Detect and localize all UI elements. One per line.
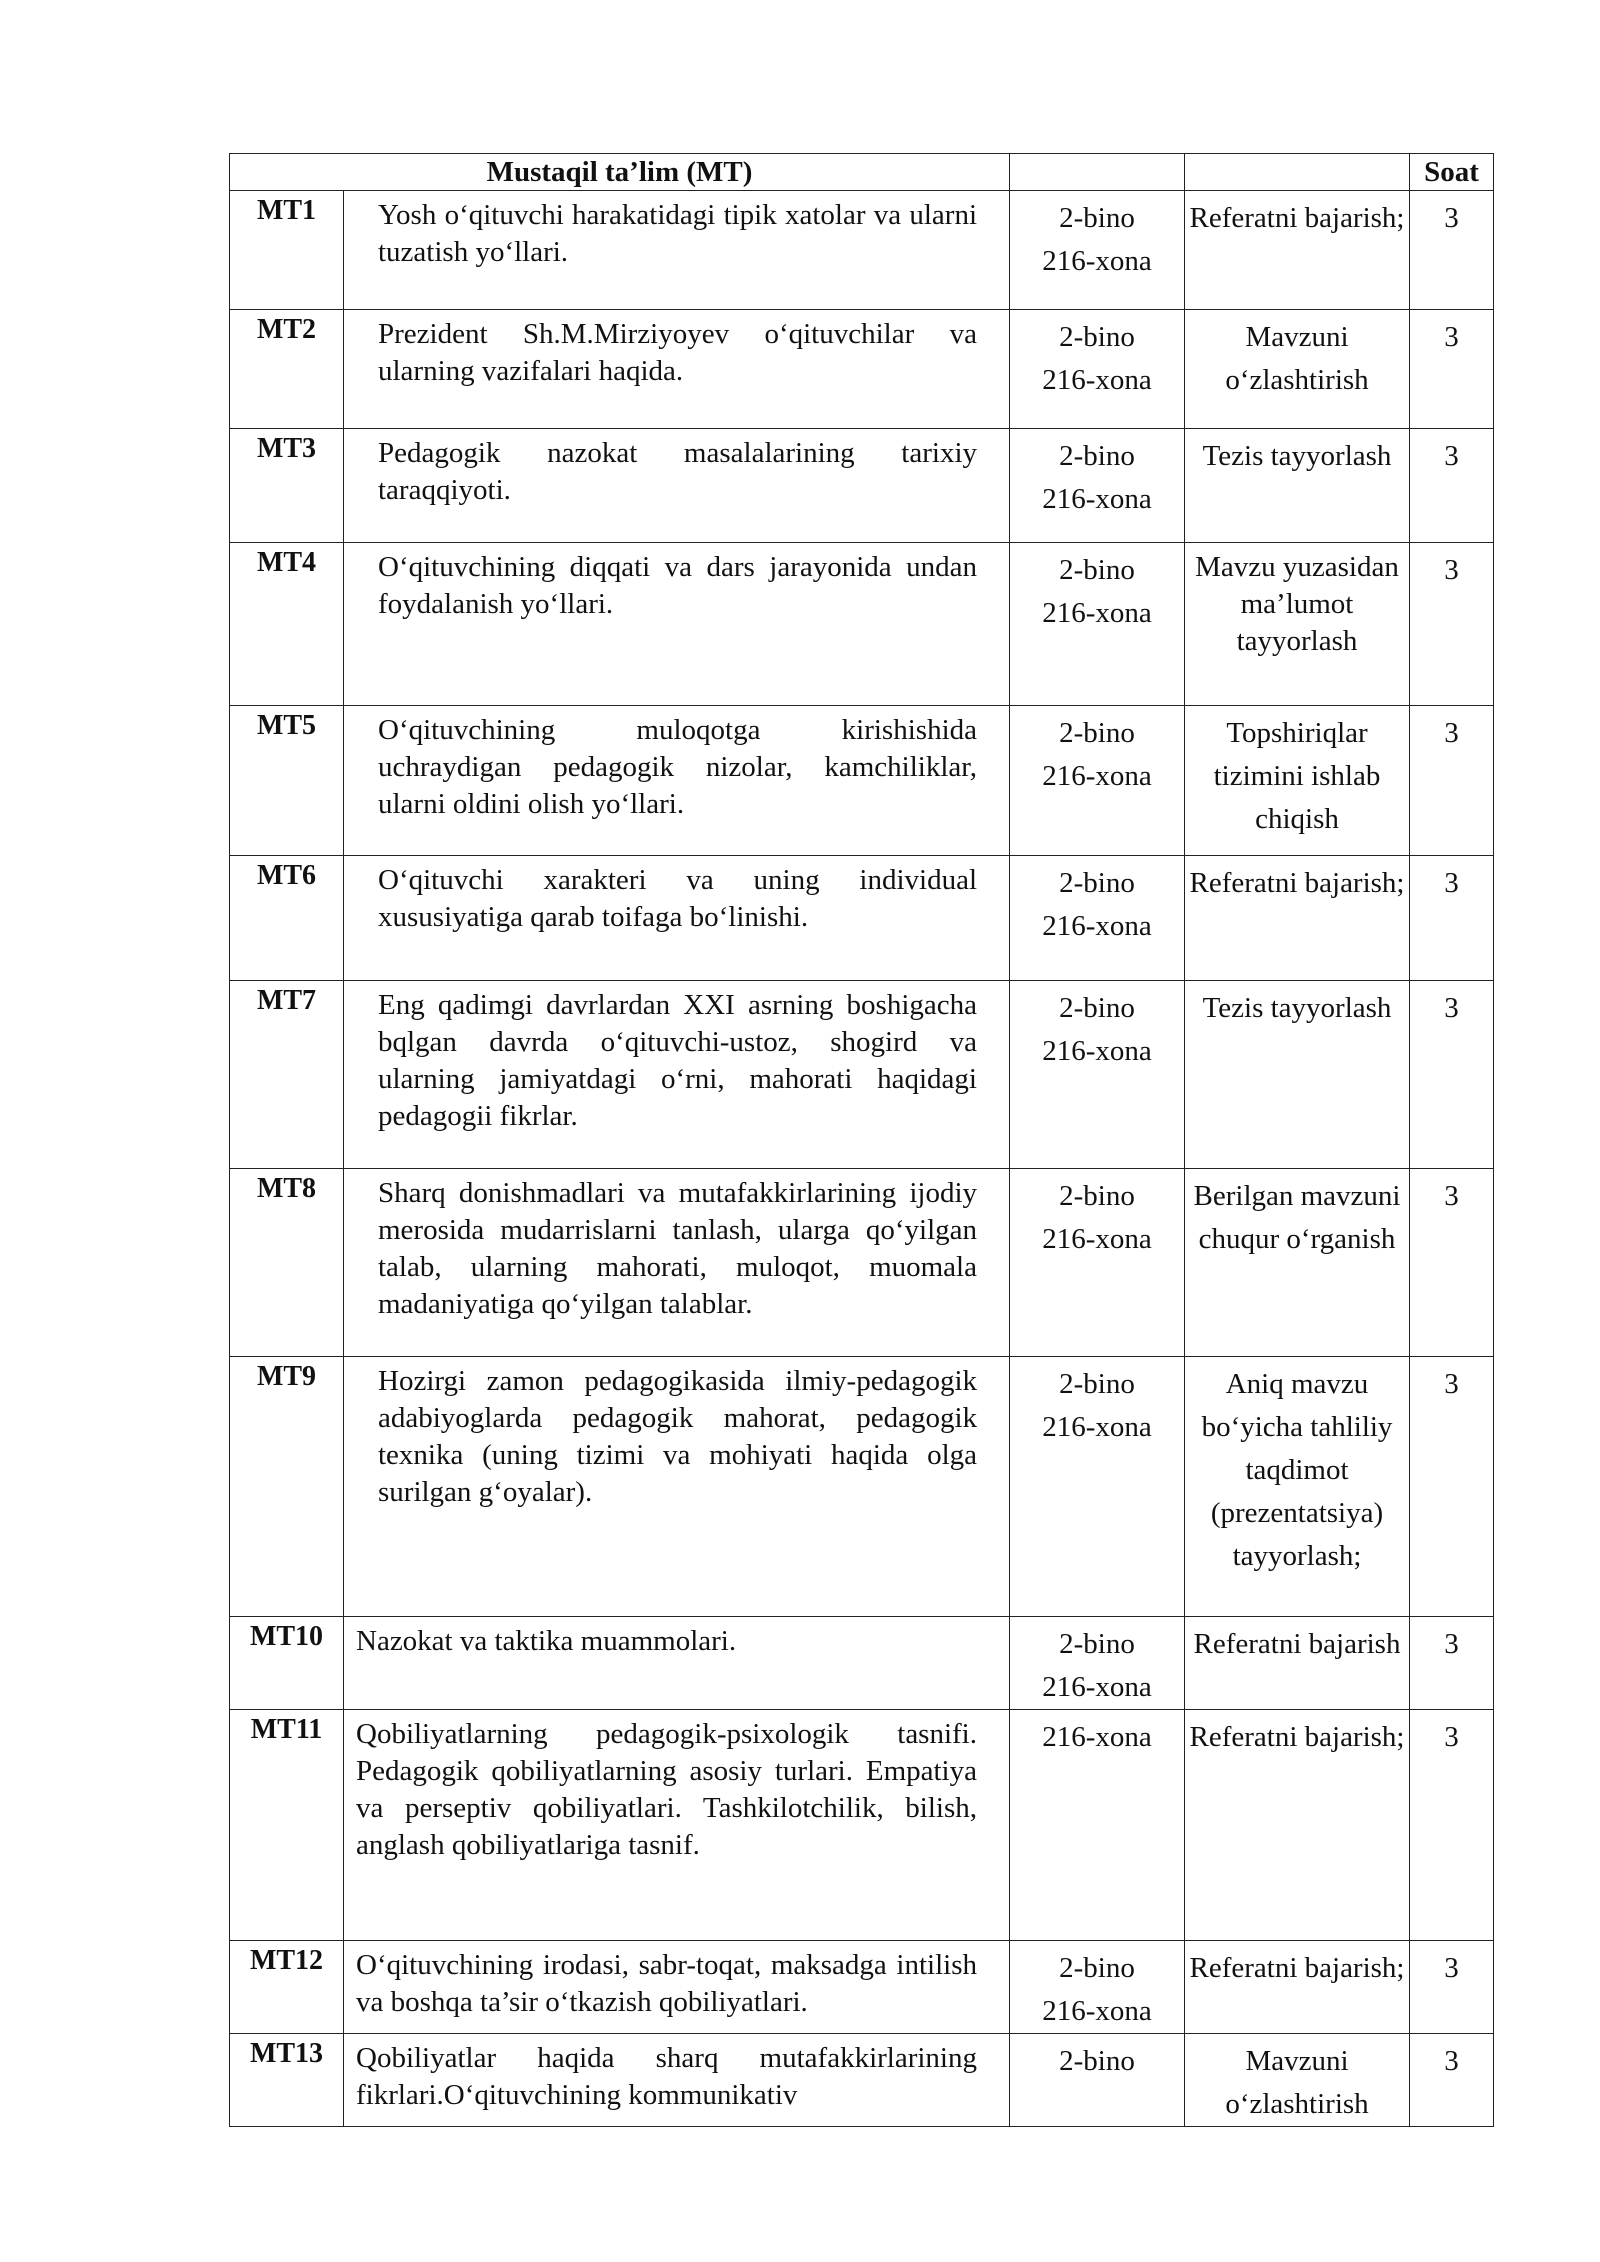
- row-location: [1010, 981, 1185, 1169]
- row-building: 2-bino: [1059, 1628, 1135, 1660]
- row-topic: Yosh o‘qituvchi harakatidagi tipik xatolar va ularni tuzatish yo‘llari.: [344, 191, 1010, 310]
- row-task-form: Referatni bajarish;: [1185, 1710, 1410, 1941]
- row-task-form: Referatni bajarish;: [1185, 191, 1410, 310]
- row-code: MT10: [230, 1617, 344, 1710]
- table-row: [230, 310, 1494, 429]
- row-room: 216-xona: [1042, 1671, 1152, 1703]
- row-task-form: Tezis tayyorlash: [1185, 981, 1410, 1169]
- row-hours: 3: [1410, 856, 1494, 981]
- table-row: [230, 1710, 1494, 1941]
- table-row: [230, 543, 1494, 706]
- table-row: [230, 706, 1494, 856]
- row-code: MT4: [230, 543, 344, 706]
- row-code: MT2: [230, 310, 344, 429]
- row-code: MT5: [230, 706, 344, 856]
- row-topic: Qobiliyatlar haqida sharq mutafakkirlarining fikrlari.O‘qituvchining kommunikativ: [344, 2034, 1010, 2127]
- row-room: 216-xona: [1042, 1995, 1152, 2027]
- row-building: 2-bino: [1059, 992, 1135, 1024]
- row-room: 216-xona: [1042, 364, 1152, 396]
- row-topic: O‘qituvchining irodasi, sabr-toqat, maksadga intilish va boshqa ta’sir o‘tkazish qobiliyatlari.: [344, 1941, 1010, 2034]
- row-hours: 3: [1410, 310, 1494, 429]
- row-task-form: Berilgan mavzuni chuqur o‘rganish: [1185, 1169, 1410, 1357]
- row-room: 216-xona: [1042, 760, 1152, 792]
- table-row: [230, 2034, 1494, 2127]
- row-hours: 3: [1410, 1169, 1494, 1357]
- row-hours: 3: [1410, 1710, 1494, 1941]
- table-row: [230, 1941, 1494, 2034]
- row-task-form: Referatni bajarish;: [1185, 856, 1410, 981]
- table-row: [230, 1357, 1494, 1617]
- hours-header: Soat: [1410, 154, 1494, 191]
- row-room: 216-xona: [1042, 483, 1152, 515]
- row-task-form: Mavzuni o‘zlashtirish: [1185, 2034, 1410, 2127]
- row-room: 216-xona: [1042, 597, 1152, 629]
- row-hours: 3: [1410, 1617, 1494, 1710]
- row-location: [1010, 310, 1185, 429]
- row-building: 2-bino: [1059, 440, 1135, 472]
- row-location: [1010, 1169, 1185, 1357]
- row-location: [1010, 1357, 1185, 1617]
- row-topic: O‘qituvchi xarakteri va uning individual xususiyatiga qarab toifaga bo‘linishi.: [344, 856, 1010, 981]
- row-task-form: Mavzu yuzasidan ma’lumot tayyorlash: [1185, 543, 1410, 706]
- row-code: MT12: [230, 1941, 344, 2034]
- row-topic: O‘qituvchining diqqati va dars jarayonida undan foydalanish yo‘llari.: [344, 543, 1010, 706]
- row-task-form: Referatni bajarish: [1185, 1617, 1410, 1710]
- row-building: 2-bino: [1059, 1368, 1135, 1400]
- row-code: MT7: [230, 981, 344, 1169]
- table-header-row: [230, 154, 1494, 191]
- table-row: [230, 1169, 1494, 1357]
- row-task-form: Mavzuni o‘zlashtirish: [1185, 310, 1410, 429]
- row-hours: 3: [1410, 706, 1494, 856]
- row-hours: 3: [1410, 429, 1494, 543]
- table-row: [230, 856, 1494, 981]
- row-building: 2-bino: [1059, 554, 1135, 586]
- row-task-form: Tezis tayyorlash: [1185, 429, 1410, 543]
- row-topic: Eng qadimgi davrlardan XXI asrning boshigacha bqlgan davrda o‘qituvchi-ustoz, shogird va ularning jamiyatdagi o‘rni, mahorati haqidagi pedagogii fikrlar.: [344, 981, 1010, 1169]
- row-task-form: Aniq mavzu bo‘yicha tahliliy taqdimot (prezentatsiya) tayyorlash;: [1185, 1357, 1410, 1617]
- row-building: 2-bino: [1059, 867, 1135, 899]
- row-location: [1010, 1617, 1185, 1710]
- row-location: [1010, 2034, 1185, 2127]
- row-code: MT1: [230, 191, 344, 310]
- row-location: [1010, 856, 1185, 981]
- row-task-form: Referatni bajarish;: [1185, 1941, 1410, 2034]
- row-location: [1010, 429, 1185, 543]
- row-location: [1010, 706, 1185, 856]
- row-hours: 3: [1410, 2034, 1494, 2127]
- row-hours: 3: [1410, 543, 1494, 706]
- row-building: 2-bino: [1059, 1952, 1135, 1984]
- table-title: Mustaqil ta’lim (MT): [230, 154, 1010, 191]
- row-hours: 3: [1410, 1941, 1494, 2034]
- row-room: 216-xona: [1042, 910, 1152, 942]
- row-room: 216-xona: [1042, 1223, 1152, 1255]
- row-room: 216-xona: [1042, 1035, 1152, 1067]
- row-code: MT9: [230, 1357, 344, 1617]
- row-room: 216-xona: [1042, 1721, 1152, 1753]
- document-page: [229, 153, 1493, 2127]
- table-row: [230, 981, 1494, 1169]
- row-topic: Hozirgi zamon pedagogikasida ilmiy-pedagogik adabiyoglarda pedagogik mahorat, pedagogik texnika (uning tizimi va mohiyati haqida olga surilgan g‘oyalar).: [344, 1357, 1010, 1617]
- row-building: 2-bino: [1059, 321, 1135, 353]
- row-topic: Pedagogik nazokat masalalarining tarixiy taraqqiyoti.: [344, 429, 1010, 543]
- row-building: 2-bino: [1059, 717, 1135, 749]
- row-hours: 3: [1410, 1357, 1494, 1617]
- row-topic: Qobiliyatlarning pedagogik-psixologik tasnifi. Pedagogik qobiliyatlarning asosiy turlari. Empatiya va perseptiv qobiliyatlari. Tashkilotchilik, bilish, anglash qobiliyatlariga tasnif.: [344, 1710, 1010, 1941]
- row-code: MT11: [230, 1710, 344, 1941]
- row-building: 2-bino: [1059, 2045, 1135, 2077]
- row-building: 2-bino: [1059, 1180, 1135, 1212]
- row-topic: Sharq donishmadlari va mutafakkirlarining ijodiy merosida mudarrislarni tanlash, ularga qo‘yilgan talab, ularning mahorati, muloqot, muomala madaniyatiga qo‘yilgan talablar.: [344, 1169, 1010, 1357]
- row-hours: 3: [1410, 191, 1494, 310]
- table-row: [230, 429, 1494, 543]
- row-topic: Prezident Sh.M.Mirziyoyev o‘qituvchilar va ularning vazifalari haqida.: [344, 310, 1010, 429]
- header-empty-cell: [1185, 154, 1410, 191]
- row-topic: Nazokat va taktika muammolari.: [344, 1617, 1010, 1710]
- row-code: MT3: [230, 429, 344, 543]
- row-code: MT8: [230, 1169, 344, 1357]
- row-code: MT6: [230, 856, 344, 981]
- row-location: [1010, 1941, 1185, 2034]
- independent-study-table: [229, 153, 1494, 2127]
- header-empty-cell: [1010, 154, 1185, 191]
- row-topic: O‘qituvchining muloqotga kirishishida uchraydigan pedagogik nizolar, kamchiliklar, ularni oldini olish yo‘llari.: [344, 706, 1010, 856]
- row-building: 2-bino: [1059, 202, 1135, 234]
- row-location: [1010, 191, 1185, 310]
- row-room: 216-xona: [1042, 1411, 1152, 1443]
- row-code: MT13: [230, 2034, 344, 2127]
- table-row: [230, 191, 1494, 310]
- row-location: [1010, 543, 1185, 706]
- row-room: 216-xona: [1042, 245, 1152, 277]
- row-hours: 3: [1410, 981, 1494, 1169]
- table-row: [230, 1617, 1494, 1710]
- row-task-form: Topshiriqlar tizimini ishlab chiqish: [1185, 706, 1410, 856]
- row-location: [1010, 1710, 1185, 1941]
